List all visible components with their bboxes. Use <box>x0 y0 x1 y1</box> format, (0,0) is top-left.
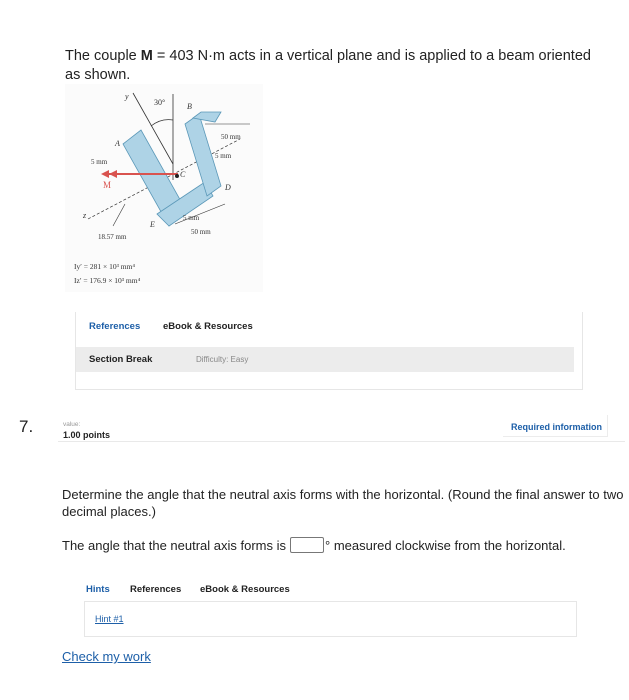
tab-references-2[interactable]: References <box>130 584 182 595</box>
question-number: 7. <box>19 417 34 436</box>
intro-post: = 403 N·m acts in a vertical plane and is applied to a beam oriented as shown. <box>65 48 591 83</box>
section-break-bar <box>76 347 574 372</box>
check-my-work-link[interactable]: Check my work <box>62 649 151 664</box>
difficulty-label: Difficulty: Easy <box>196 355 249 364</box>
dim-18-57-line <box>113 204 125 226</box>
tab-references[interactable]: References <box>89 321 141 332</box>
question-prompt: Determine the angle that the neutral axis forms with the horizontal. (Round the final answer to two decimal places.) <box>62 487 624 519</box>
point-b-label: B <box>187 102 192 111</box>
intro-pre: The couple <box>65 48 141 64</box>
moment-label: M <box>103 180 112 190</box>
points-label: 1.00 points <box>63 430 111 440</box>
tab-hints[interactable]: Hints <box>86 584 110 595</box>
hint-1-link[interactable]: Hint #1 <box>95 614 124 624</box>
point-a-label: A <box>115 139 120 148</box>
angle-label: 30° <box>154 98 166 107</box>
dim-5mm-left-label: 5 mm <box>91 158 108 166</box>
tab-ebook-resources[interactable]: eBook & Resources <box>163 321 253 332</box>
point-d-label: D <box>225 183 231 192</box>
beam-cross-section <box>123 112 221 226</box>
required-information-link[interactable]: Required information <box>511 422 603 432</box>
required-info-box <box>503 415 608 437</box>
moment-arrow-head <box>101 170 109 178</box>
hints-tabbar <box>74 579 577 637</box>
iz-label: Iz′ = 176.9 × 10³ mm⁴ <box>74 276 141 285</box>
section-break-label: Section Break <box>89 354 153 365</box>
dim-50mm-top-label: 50 mm <box>221 133 241 141</box>
value-label: value: <box>63 421 81 428</box>
beam-diagram <box>65 84 263 292</box>
dim-5mm-bottom-label: 5 mm <box>183 214 200 222</box>
tab-ebook-resources-2[interactable]: eBook & Resources <box>200 584 290 595</box>
hint-panel <box>84 601 577 637</box>
centroid-point <box>175 174 179 178</box>
point-c-label: C <box>180 170 186 179</box>
dim-50mm-bottom-label: 50 mm <box>191 228 211 236</box>
moment-arrow-head-2 <box>109 170 117 178</box>
problem-statement <box>65 47 605 85</box>
z-axis-label: z <box>83 211 87 220</box>
iy-label: Iy′ = 281 × 10³ mm⁴ <box>74 262 136 271</box>
intro-bold: M <box>140 48 153 64</box>
answer-pre-text: The angle that the neutral axis forms is <box>62 537 287 553</box>
dim-5mm-right-label: 5 mm <box>215 152 232 160</box>
point-e-label: E <box>150 220 155 229</box>
answer-line <box>62 537 566 553</box>
resources-tabbar <box>75 312 583 390</box>
angle-arc <box>151 120 173 126</box>
angle-answer-input[interactable] <box>290 537 324 553</box>
question-divider <box>58 441 625 442</box>
beam-figure <box>65 84 263 292</box>
answer-post-text: ° measured clockwise from the horizontal. <box>325 537 566 553</box>
y-axis-label: y <box>125 92 129 101</box>
dim-18-57-label: 18.57 mm <box>98 233 127 241</box>
